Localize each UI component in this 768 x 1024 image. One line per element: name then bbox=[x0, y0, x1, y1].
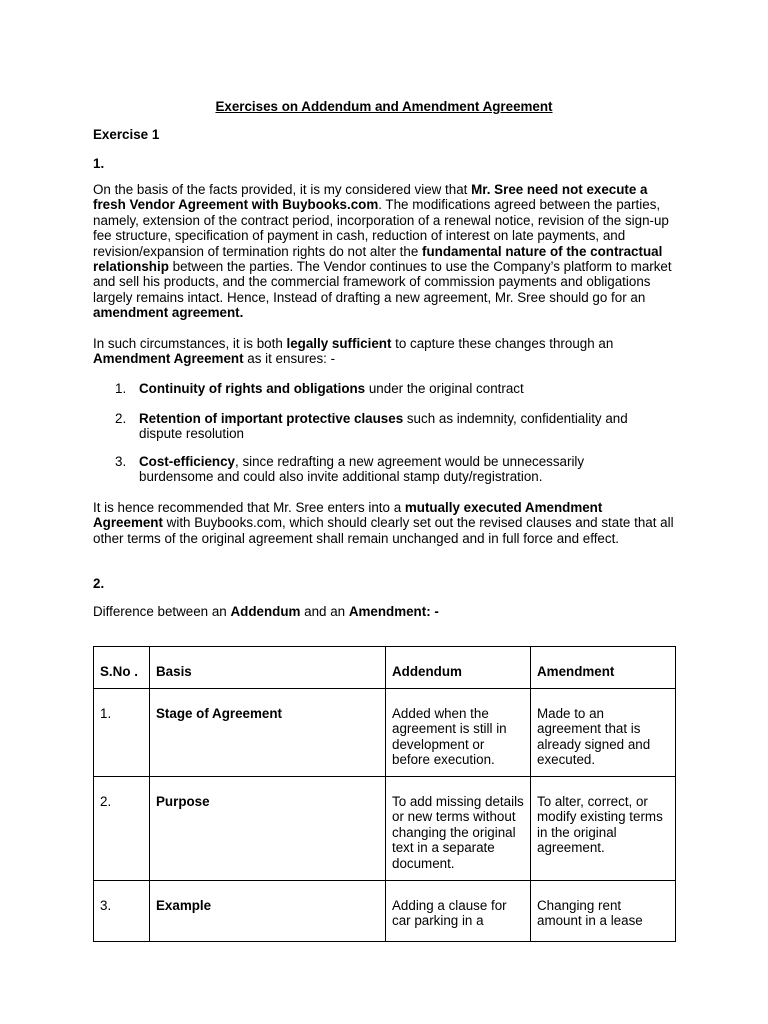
paragraph-2-text-a: In such circumstances, it is both bbox=[93, 336, 287, 351]
list-item-rest: under the original contract bbox=[365, 381, 524, 396]
paragraph-3 bbox=[93, 500, 675, 546]
question-1-number: 1. bbox=[93, 156, 105, 171]
paragraph-2-text-c: as it ensures: - bbox=[243, 351, 336, 367]
list-item-bold: Continuity of rights and obligations bbox=[139, 381, 366, 396]
paragraph-4-bold-a: Addendum bbox=[230, 604, 301, 619]
table-cell-basis: Stage of Agreement bbox=[150, 689, 386, 777]
paragraph-1-bold-a: Mr. Sree need not execute a fresh Vendor Agreement with Buybooks.com bbox=[93, 182, 648, 213]
table-cell-basis: Example bbox=[150, 881, 386, 942]
paragraph-4-text-a: Difference between an bbox=[93, 604, 231, 619]
list-item-text bbox=[139, 411, 659, 442]
paragraph-4-text-b: and an bbox=[300, 604, 349, 619]
paragraph-1-text-c: between the parties. The Vendor continues to use the Company’s platform to market and sell his products, and the commercial framework of commission payments and obligations largely remains intact. Hence, Instead of drafting a new agreement, Mr. Sree should go for an bbox=[93, 259, 672, 305]
list-item-rest: such as indemnity, confidentiality and dispute resolution bbox=[139, 411, 628, 442]
table-row bbox=[94, 777, 676, 881]
list-item-number: 1. bbox=[115, 381, 127, 396]
paragraph-4 bbox=[93, 604, 675, 619]
list-item-text bbox=[139, 381, 659, 396]
table-cell-addendum: Added when the agreement is still in development or before execution. bbox=[386, 689, 531, 777]
list-item-number: 2. bbox=[115, 411, 127, 426]
paragraph-2-bold-a: legally sufficient bbox=[286, 336, 392, 351]
paragraph-1-text-a: On the basis of the facts provided, it is my considered view that bbox=[93, 182, 472, 197]
table-cell-sno: 1. bbox=[94, 689, 150, 777]
paragraph-1-bold-b: fundamental nature of the contractual relationship bbox=[93, 243, 663, 275]
table-header-row bbox=[94, 647, 676, 689]
paragraph-2-text-b: to capture these changes through an bbox=[391, 336, 614, 351]
table-header-cell: Addendum bbox=[386, 647, 531, 689]
paragraph-2 bbox=[93, 336, 675, 367]
table-cell-sno: 3. bbox=[94, 881, 150, 942]
table-cell-amendment: To alter, correct, or modify existing terms in the original agreement. bbox=[531, 777, 676, 881]
paragraph-3-text-a: It is hence recommended that Mr. Sree enters into a bbox=[93, 500, 405, 515]
table-cell-basis: Purpose bbox=[150, 777, 386, 881]
list-item-bold: Retention of important protective clauses bbox=[139, 411, 404, 426]
table-cell-addendum: To add missing details or new terms without changing the original text in a separate document. bbox=[386, 777, 531, 881]
list-item-bold: Cost-efficiency bbox=[139, 454, 235, 469]
paragraph-1 bbox=[93, 182, 675, 321]
list-item-text bbox=[139, 454, 659, 485]
question-2-number: 2. bbox=[93, 576, 105, 591]
paragraph-1-bold-c: amendment agreement. bbox=[93, 305, 244, 321]
table-cell-sno: 2. bbox=[94, 777, 150, 881]
table-header-cell: S.No . bbox=[94, 647, 150, 689]
paragraph-3-text-b: with Buybooks.com, which should clearly set out the revised clauses and state that all other terms of the original agreement shall remain unchanged and in full force and effect. bbox=[93, 515, 674, 546]
paragraph-4-bold-b: Amendment: - bbox=[348, 604, 439, 619]
table-cell-addendum: Adding a clause for car parking in a bbox=[386, 881, 531, 942]
table-row bbox=[94, 881, 676, 942]
document-title: Exercises on Addendum and Amendment Agreement bbox=[215, 99, 553, 114]
table-cell-amendment: Made to an agreement that is already signed and executed. bbox=[531, 689, 676, 777]
paragraph-2-bold-b: Amendment Agreement bbox=[93, 351, 244, 367]
table-header-cell: Basis bbox=[150, 647, 386, 689]
table-row bbox=[94, 689, 676, 777]
list-item-number: 3. bbox=[115, 454, 127, 469]
table-cell-amendment: Changing rent amount in a lease bbox=[531, 881, 676, 942]
comparison-table bbox=[93, 646, 676, 942]
list-item-rest: , since redrafting a new agreement would be unnecessarily burdensome and could also invite additional stamp duty/registration. bbox=[139, 454, 585, 485]
exercise-heading: Exercise 1 bbox=[93, 127, 160, 142]
paragraph-3-bold-a: mutually executed Amendment Agreement bbox=[93, 500, 603, 531]
table-header-cell: Amendment bbox=[531, 647, 676, 689]
paragraph-1-text-b: . The modifications agreed between the parties, namely, extension of the contract period, incorporation of a renewal notice, revision of the sign-up fee structure, specification of payment in cash, reduction of interest on late payments, and revision/expansion of termination rights do not alter the bbox=[93, 197, 669, 259]
